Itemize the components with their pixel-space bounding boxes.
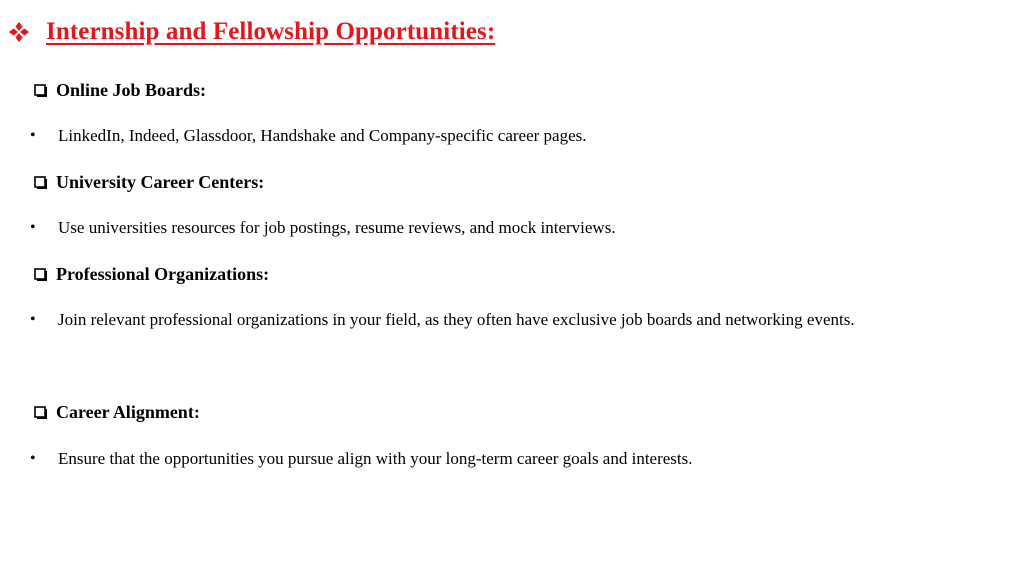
bullet-text: LinkedIn, Indeed, Glassdoor, Handshake and Company-specific career pages. (58, 126, 587, 145)
page-title: Internship and Fellowship Opportunities: (46, 18, 496, 45)
hollow-square-icon (34, 84, 48, 98)
four-diamond-icon (8, 21, 30, 43)
bullet-text: Join relevant professional organizations in your field, as they often have exclusive job boards and networking events. (58, 310, 855, 329)
section-heading-text: Online Job Boards: (56, 80, 207, 100)
bullet-item (30, 126, 990, 159)
section-heading-university-career-centers (34, 172, 264, 193)
slide-title-row (8, 18, 495, 46)
section-heading-online-job-boards (34, 80, 206, 101)
bullet-dot: • (30, 127, 36, 144)
bullet-item (30, 449, 990, 482)
bullet-dot: • (30, 450, 36, 467)
bullet-dot: • (30, 311, 36, 328)
hollow-square-icon (34, 176, 48, 190)
bullet-item (30, 218, 990, 251)
section-heading-text: Career Alignment: (56, 402, 200, 422)
bullet-text: Ensure that the opportunities you pursue align with your long-term career goals and interests. (58, 449, 693, 468)
bullet-text: Use universities resources for job postings, resume reviews, and mock interviews. (58, 218, 616, 237)
bullet-item (30, 310, 990, 343)
section-heading-career-alignment (34, 402, 200, 423)
hollow-square-icon (34, 268, 48, 282)
section-heading-professional-organizations (34, 264, 269, 285)
section-heading-text: University Career Centers: (56, 172, 265, 192)
bullet-dot: • (30, 219, 36, 236)
hollow-square-icon (34, 406, 48, 420)
section-heading-text: Professional Organizations: (56, 264, 270, 284)
